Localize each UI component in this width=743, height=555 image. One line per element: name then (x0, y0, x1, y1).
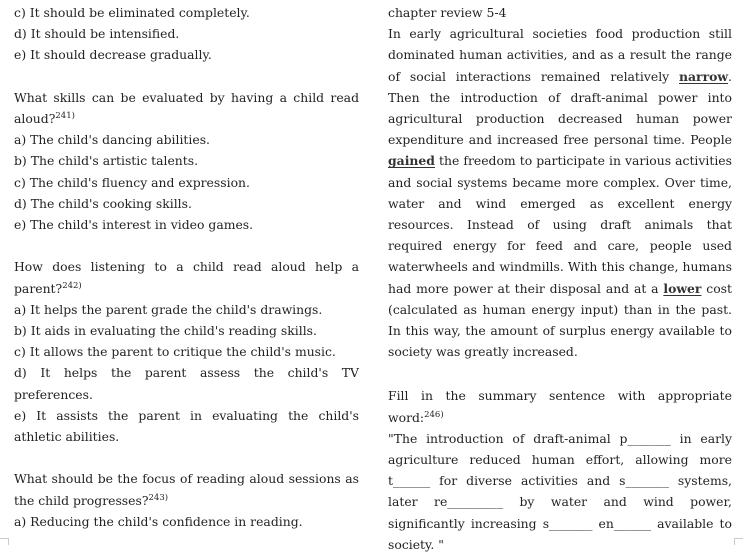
option: e) It assists the parent in evaluating the child's athletic abilities. (14, 407, 359, 445)
passage-text: the freedom to participate in various activities and social systems became more complex. Over time, water and wind emerged as excellent energy resources. Instead of using draft animals that required energy for feed and care, people used waterwheels and windmills. With this change, humans had more power at their disposal and at a (388, 153, 732, 296)
option: c) It allows the parent to critique the child's music. (14, 344, 336, 360)
option: d) The child's cooking skills. (14, 195, 192, 211)
footnote-ref: 243) (148, 492, 169, 503)
footnote-ref: 242) (62, 280, 82, 291)
page-corner-mark (734, 538, 743, 545)
question-text: What skills can be evaluated by having a child read aloud? (14, 89, 359, 126)
question-243 (14, 468, 359, 510)
option: d) It should be intensified. (14, 26, 180, 42)
question-241 (14, 87, 359, 129)
instruction: Fill in the summary sentence with appropriate word: (388, 388, 732, 425)
option: e) It should decrease gradually. (14, 47, 212, 63)
passage-text: . Then the introduction of draft-animal power into agricultural production decreased human power expenditure and increased free personal time. People (388, 68, 732, 148)
footnote-ref: 246) (424, 409, 444, 420)
right-column (388, 2, 732, 555)
passage-text: cost (calculated as human energy input) than in the past. In this way, the amount of surplus energy available to society was greatly increased. (388, 280, 732, 360)
question-text: How does listening to a child read aloud help a parent? (14, 259, 359, 296)
option: c) The child's fluency and expression. (14, 174, 250, 190)
left-column (14, 2, 359, 532)
underlined-word: gained (388, 153, 435, 169)
summary-sentence: "The introduction of draft-animal p_______ in early agriculture reduced human effort, allowing more t______ for diverse activities and s_______ systems, later re_________ by water and wind power, significantly increasing s_______ en______ available to society. " (388, 430, 732, 552)
passage-text: In early agricultural societies food production still dominated human activities, and as a result the range of social interactions remained relatively (388, 26, 732, 84)
question-242 (14, 256, 359, 298)
option: a) The child's dancing abilities. (14, 132, 210, 148)
underlined-word: lower (663, 280, 702, 296)
chapter-heading: chapter review 5-4 (388, 5, 507, 20)
option: a) It helps the parent grade the child's drawings. (14, 301, 323, 317)
option: b) It aids in evaluating the child's reading skills. (14, 323, 317, 339)
page-corner-mark (0, 538, 9, 545)
option: c) It should be eliminated completely. (14, 5, 250, 20)
option: d) It helps the parent assess the child's TV preferences. (14, 365, 359, 402)
option: b) The child's artistic talents. (14, 153, 199, 169)
question-text: What should be the focus of reading aloud sessions as the child progresses? (14, 471, 359, 508)
underlined-word: narrow (679, 68, 729, 84)
passage (388, 23, 732, 362)
option: a) Reducing the child's confidence in reading. (14, 513, 303, 529)
footnote-ref: 241) (55, 111, 75, 121)
question-246 (388, 385, 732, 427)
option: e) The child's interest in video games. (14, 217, 254, 233)
